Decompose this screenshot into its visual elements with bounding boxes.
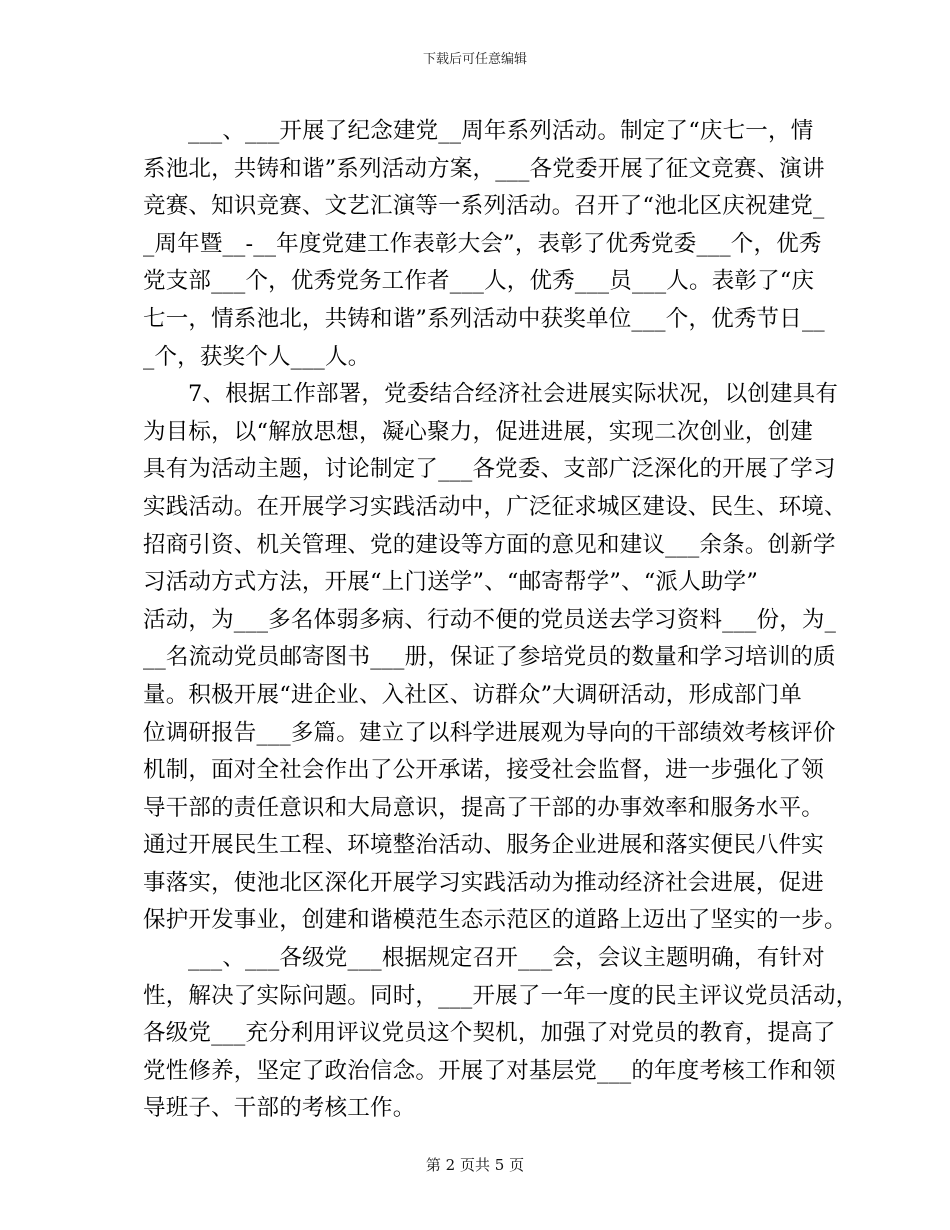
paragraph-line: 系池北，共铸和谐”系列活动方案，___各党委开展了征文竞赛、演讲 [143, 155, 825, 182]
paragraph-1 [143, 113, 825, 376]
page-header: 下载后可任意编辑 [422, 52, 527, 67]
paragraph-line: 党性修养，坚定了政治信念。开展了对基层党___的年度考核工作和领 [143, 1057, 836, 1084]
paragraph-line: _周年暨__-__年度党建工作表彰大会”，表彰了优秀党委___个，优秀 [143, 230, 822, 257]
paragraph-line: 实践活动。在开展学习实践活动中，广泛征求城区建设、民生、环境、 [143, 493, 847, 520]
paragraph-line: 活动，为___多名体弱多病、行动不便的党员送去学习资料___份，为_ [143, 606, 837, 633]
paragraph-line: 保护开发事业，创建和谐模范生态示范区的道路上迈出了坚实的一步。 [143, 907, 847, 934]
paragraph-line: 七一，情系池北，共铸和谐”系列活动中获奖单位___个，优秀节日__ [143, 305, 825, 332]
paragraph-line: 具有为活动主题，讨论制定了___各党委、支部广泛深化的开展了学习 [143, 456, 836, 483]
paragraph-2 [143, 376, 847, 940]
paragraph-line: 各级党___充分利用评议党员这个契机，加强了对党员的教育，提高了 [143, 1020, 836, 1047]
paragraph-line: 事落实，使池北区深化开展学习实践活动为推动经济社会进展，促进 [143, 869, 825, 896]
paragraph-line: ___、___开展了纪念建党__周年系列活动。制定了“庆七一，情 [188, 118, 814, 144]
paragraph-line: __名流动党员邮寄图书___册，保证了参培党员的数量和学习培训的质 [143, 644, 836, 671]
page-number-footer: 第 2 页共 5 页 [425, 1156, 525, 1174]
paragraph-line: ___、___各级党___根据规定召开___会，会议主题明确，有针对 [188, 945, 825, 972]
document-body [143, 113, 859, 1128]
paragraph-3 [143, 940, 859, 1128]
paragraph-line: 导干部的责任意识和大局意识，提高了干部的办事效率和服务水平。 [143, 794, 825, 821]
paragraph-line: 性，解决了实际问题。同时，___开展了一年一度的民主评议党员活动， [143, 982, 859, 1009]
paragraph-line: 位调研报告___多篇。建立了以科学进展观为导向的干部绩效考核评价 [143, 719, 836, 746]
paragraph-line: 招商引资、机关管理、党的建设等方面的意见和建议___余条。创新学 [143, 531, 836, 558]
paragraph-line: 为目标，以“解放思想，凝心聚力，促进进展，实现二次创业，创建 [143, 418, 814, 445]
paragraph-line: _个，获奖个人___人。 [143, 343, 371, 370]
paragraph-line: 7、根据工作部署，党委结合经济社会进展实际状况，以创建具有 [188, 381, 839, 408]
paragraph-line: 习活动方式方法，开展“上门送学”、“邮寄帮学”、“派人助学” [143, 569, 759, 596]
paragraph-line: 量。积极开展“进企业、入社区、访群众”大调研活动，形成部门单 [143, 681, 803, 708]
paragraph-line: 机制，面对全社会作出了公开承诺，接受社会监督，进一步强化了领 [143, 757, 825, 784]
paragraph-line: 竞赛、知识竞赛、文艺汇演等一系列活动。召开了“池北区庆祝建党_ [143, 193, 825, 220]
paragraph-line: 通过开展民生工程、环境整治活动、服务企业进展和落实便民八件实 [143, 832, 825, 859]
paragraph-line: 党支部___个，优秀党务工作者___人，优秀___员___人。表彰了“庆 [143, 268, 815, 295]
paragraph-line: 导班子、干部的考核工作。 [143, 1095, 416, 1122]
